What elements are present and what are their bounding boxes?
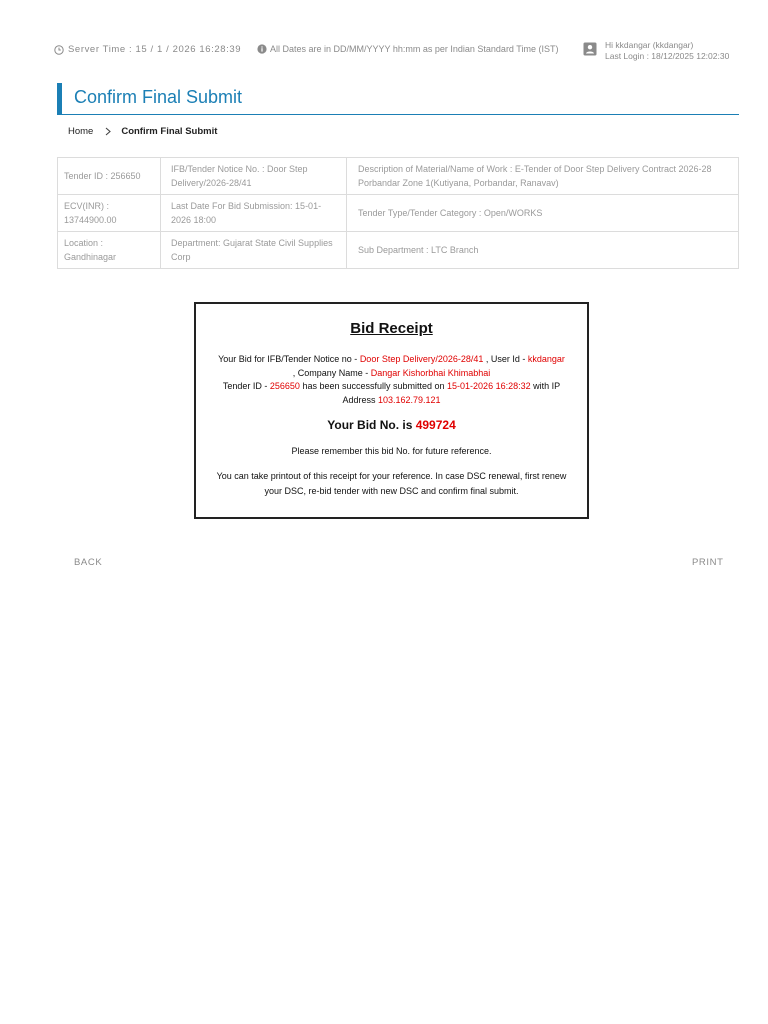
print-button[interactable]: PRINT	[692, 557, 724, 568]
title-accent-bar	[57, 83, 62, 114]
user-id-value: kkdangar	[527, 354, 565, 364]
receipt-text: Tender ID -	[222, 381, 270, 391]
tender-id-cell: Tender ID : 256650	[58, 158, 161, 195]
tender-type-cell: Tender Type/Tender Category : Open/WORKS	[347, 195, 739, 232]
tender-id-value: 256650	[269, 381, 300, 391]
last-login: Last Login : 18/12/2025 12:02:30	[605, 51, 730, 61]
breadcrumb	[68, 126, 217, 137]
submitted-on-value: 15-01-2026 16:28:32	[447, 381, 531, 391]
receipt-text: , Company Name -	[292, 367, 371, 378]
sub-department-cell: Sub Department : LTC Branch	[347, 232, 739, 269]
receipt-title: Bid Receipt	[350, 320, 433, 337]
info-icon	[257, 44, 267, 54]
receipt-text: has been successfully submitted on	[299, 381, 448, 391]
receipt-message	[196, 353, 587, 407]
ip-value: 103.162.79.121	[377, 394, 441, 405]
server-time-text: Server Time : 15 / 1 / 2026 16:28:39	[68, 44, 242, 55]
ecv-cell: ECV(INR) : 13744900.00	[58, 195, 161, 232]
tender-info-table	[57, 157, 739, 269]
server-time	[54, 44, 241, 55]
bid-receipt	[194, 302, 589, 519]
page-title: Confirm Final Submit	[74, 87, 243, 107]
receipt-text: Your Bid for IFB/Tender Notice no -	[218, 354, 360, 364]
table-row	[58, 232, 739, 269]
top-bar	[0, 0, 768, 70]
receipt-text: , User Id -	[483, 354, 528, 364]
notice-no-cell: IFB/Tender Notice No. : Door Step Delivery/2026-28/41	[161, 158, 347, 195]
user-avatar-icon	[583, 42, 597, 56]
notice-no-value: Door Step Delivery/2026-28/41	[359, 354, 484, 364]
user-info[interactable]	[583, 40, 729, 62]
breadcrumb-home[interactable]: Home	[68, 126, 94, 137]
description-cell: Description of Material/Name of Work : E-Tender of Door Step Delivery Contract 2026-28 Porbandar Zone 1(Kutiyana, Porbandar, Ranavav)	[347, 158, 739, 195]
remember-note: Please remember this bid No. for future reference.	[291, 446, 492, 456]
printout-note: You can take printout of this receipt for your reference. In case DSC renewal, first renew your DSC, re-bid tender with new DSC and confirm final submit.	[216, 471, 567, 496]
bid-no-label: Your Bid No. is	[327, 418, 416, 432]
back-button[interactable]: BACK	[74, 557, 103, 568]
bid-number	[196, 418, 587, 432]
last-date-cell: Last Date For Bid Submission: 15-01-2026 18:00	[161, 195, 347, 232]
table-row	[58, 158, 739, 195]
clock-icon	[54, 45, 64, 55]
chevron-right-icon	[105, 127, 111, 136]
receipt-text: with IP	[530, 381, 561, 391]
page-title-block	[57, 83, 739, 115]
company-value: Dangar Kishorbhai Khimabhai	[370, 367, 491, 378]
dates-note-text: All Dates are in DD/MM/YYYY hh:mm as per Indian Standard Time (IST)	[270, 44, 559, 54]
dates-note	[257, 44, 558, 54]
receipt-text: Address	[342, 394, 378, 405]
table-row	[58, 195, 739, 232]
bid-no-value: 499724	[415, 418, 456, 432]
breadcrumb-current: Confirm Final Submit	[121, 126, 218, 137]
user-greeting: Hi kkdangar (kkdangar)	[605, 40, 694, 50]
location-cell: Location : Gandhinagar	[58, 232, 161, 269]
department-cell: Department: Gujarat State Civil Supplies Corp	[161, 232, 347, 269]
